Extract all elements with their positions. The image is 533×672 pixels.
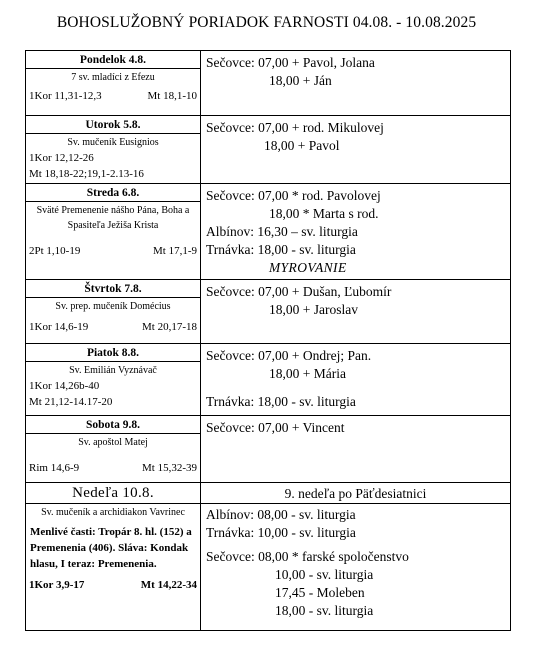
readings <box>26 460 200 476</box>
day-name: Pondelok 4.8. <box>26 51 200 69</box>
day-name: Utorok 5.8. <box>26 116 200 134</box>
page-title: BOHOSLUŽOBNÝ PORIADOK FARNOSTI 04.08. - 10.08.2025 <box>56 14 477 31</box>
reading-gospel: Mt 21,12-14.17-20 <box>29 396 113 408</box>
reading-epistle: 1Kor 14,26b-40 <box>29 380 100 392</box>
day-cell <box>26 416 201 483</box>
reading-epistle: 1Kor 12,12-26 <box>29 152 94 164</box>
saint-name: Sv. Emilián Vyznávač <box>69 365 157 376</box>
day-name: Sobota 9.8. <box>26 416 200 434</box>
service-line: 18,00 - sv. liturgia <box>275 603 374 618</box>
service-line: Trnávka: 10,00 - sv. liturgia <box>206 525 356 540</box>
saint-name: Sv. prep. mučeník Domécius <box>55 301 171 312</box>
table-row <box>26 280 511 344</box>
saint-name: 7 sv. mladíci z Efezu <box>71 72 155 83</box>
table-row <box>26 344 511 416</box>
services-cell <box>201 483 511 631</box>
reading-gospel: Mt 14,22-34 <box>140 579 197 591</box>
day-cell <box>26 344 201 416</box>
reading-gospel: Mt 20,17-18 <box>142 321 197 333</box>
service-line: 18,00 + Mária <box>269 366 346 381</box>
services-cell <box>201 280 511 344</box>
reading-epistle: 1Kor 3,9-17 <box>29 579 85 591</box>
reading-gospel: Mt 18,1-10 <box>147 90 197 102</box>
services-cell <box>201 51 511 116</box>
readings <box>26 319 200 335</box>
readings <box>26 577 200 593</box>
table-row <box>26 116 511 184</box>
service-list <box>201 504 510 620</box>
schedule-table <box>25 50 511 631</box>
service-line: Trnávka: 18,00 - sv. liturgia <box>206 242 356 257</box>
services-cell <box>201 184 511 280</box>
service-line: Sečovce: 07,00 + Dušan, Ľubomír <box>206 284 392 299</box>
readings <box>26 88 200 104</box>
saint-name: Sv. mučeník Eusignios <box>67 137 159 148</box>
reading-epistle: Rim 14,6-9 <box>29 462 80 474</box>
day-cell <box>26 280 201 344</box>
day-cell <box>26 483 201 631</box>
service-line: Trnávka: 18,00 - sv. liturgia <box>206 394 356 409</box>
day-name: Piatok 8.8. <box>26 344 200 362</box>
reading-gospel: Mt 18,18-22;19,1-2.13-16 <box>29 168 144 180</box>
service-line: Sečovce: 07,00 + rod. Mikulovej <box>206 120 384 135</box>
service-line: 18,00 * Marta s rod. <box>269 206 379 221</box>
reading-epistle: 1Kor 14,6-19 <box>29 321 89 333</box>
saint-name: Sväté Premenenie nášho Pána, Boha a Spasiteľa Ježiša Krista <box>36 205 190 231</box>
readings <box>26 243 200 259</box>
service-line: Sečovce: 08,00 * farské spoločenstvo <box>206 549 409 564</box>
table-row <box>26 51 511 116</box>
table-row <box>26 416 511 483</box>
services-cell <box>201 416 511 483</box>
reading-gospel: Mt 17,1-9 <box>153 245 197 257</box>
day-name: Streda 6.8. <box>26 184 200 202</box>
service-line: 10,00 - sv. liturgia <box>275 567 374 582</box>
reading-epistle: 1Kor 11,31-12,3 <box>29 90 102 102</box>
service-line: Albínov: 08,00 - sv. liturgia <box>206 507 356 522</box>
service-line: Albínov: 16,30 – sv. liturgia <box>206 224 358 239</box>
saint-name: Sv. mučeník a archidiakon Vavrinec <box>41 507 185 518</box>
service-line: 17,45 - Moleben <box>275 585 365 600</box>
service-line: Sečovce: 07,00 + Ondrej; Pan. <box>206 348 372 363</box>
liturgy-note: Menlivé časti: Tropár 8. hl. (152) a Premenenia (406). Sláva: Kondak hlasu, I teraz: Premenenia. <box>30 526 192 570</box>
sunday-heading: 9. nedeľa po Päťdesiatnici <box>201 483 510 504</box>
service-line: Sečovce: 07,00 * rod. Pavolovej <box>206 188 381 203</box>
saint-name: Sv. apoštol Matej <box>78 437 148 448</box>
day-name: Nedeľa 10.8. <box>26 483 200 504</box>
service-line: 18,00 + Jaroslav <box>269 302 358 317</box>
service-line: 18,00 + Pavol <box>264 138 340 153</box>
service-line: Sečovce: 07,00 + Pavol, Jolana <box>206 55 375 70</box>
table-row <box>26 483 511 631</box>
service-note: MYROVANIE <box>269 260 347 275</box>
day-name: Štvrtok 7.8. <box>26 280 200 298</box>
reading-epistle: 2Pt 1,10-19 <box>29 245 81 257</box>
day-cell <box>26 184 201 280</box>
table-row <box>26 184 511 280</box>
service-line: Sečovce: 07,00 + Vincent <box>206 420 345 435</box>
day-cell <box>26 51 201 116</box>
services-cell <box>201 116 511 184</box>
services-cell <box>201 344 511 416</box>
service-line: 18,00 + Ján <box>269 73 332 88</box>
reading-gospel: Mt 15,32-39 <box>142 462 197 474</box>
day-cell <box>26 116 201 184</box>
